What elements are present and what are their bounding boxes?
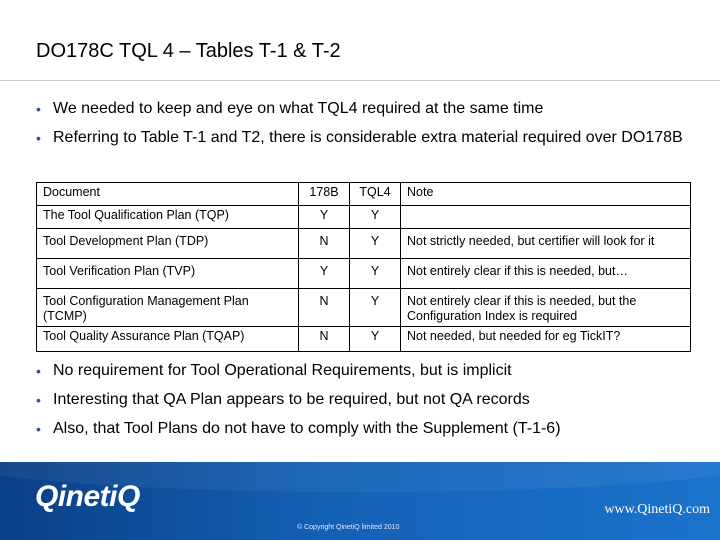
bullet-text: No requirement for Tool Operational Requirements, but is implicit bbox=[53, 362, 512, 379]
cell-tql4: Y bbox=[350, 289, 401, 327]
copyright-text: © Copyright QinetiQ limited 2010 bbox=[297, 524, 400, 531]
cell-178b: Y bbox=[299, 259, 350, 289]
cell-178b: Y bbox=[299, 206, 350, 229]
table-row bbox=[37, 229, 691, 259]
bullet-text: Also, that Tool Plans do not have to comply with the Supplement (T-1-6) bbox=[53, 420, 561, 437]
bullet-text: Interesting that QA Plan appears to be required, but not QA records bbox=[53, 391, 530, 408]
bullet-text: Referring to Table T-1 and T2, there is considerable extra material required over DO178B bbox=[53, 129, 683, 146]
cell-note bbox=[401, 206, 691, 229]
table-row bbox=[37, 289, 691, 327]
bullet-text: We needed to keep and eye on what TQL4 required at the same time bbox=[53, 100, 544, 117]
top-bullet-list bbox=[36, 100, 696, 158]
cell-178b: N bbox=[299, 229, 350, 259]
cell-note: Not entirely clear if this is needed, but the Configuration Index is required bbox=[401, 289, 691, 327]
cell-tql4: Y bbox=[350, 206, 401, 229]
cell-note: Not needed, but needed for eg TickIT? bbox=[401, 327, 691, 352]
qinetiq-logo: QinetiQ bbox=[35, 480, 140, 513]
cell-document: Tool Verification Plan (TVP) bbox=[37, 259, 299, 289]
bullet-item bbox=[36, 100, 696, 118]
cell-178b: N bbox=[299, 327, 350, 352]
cell-document: Tool Configuration Management Plan (TCMP) bbox=[37, 289, 299, 327]
header-178b: 178B bbox=[299, 183, 350, 206]
header-document: Document bbox=[37, 183, 299, 206]
header-note: Note bbox=[401, 183, 691, 206]
table-row bbox=[37, 327, 691, 352]
table-header-row bbox=[37, 183, 691, 206]
cell-note: Not strictly needed, but certifier will look for it bbox=[401, 229, 691, 259]
slide-title: DO178C TQL 4 – Tables T-1 & T-2 bbox=[36, 40, 341, 62]
bullet-icon: • bbox=[36, 130, 41, 146]
title-divider bbox=[0, 80, 720, 81]
bullet-icon: • bbox=[36, 392, 41, 408]
cell-tql4: Y bbox=[350, 259, 401, 289]
footer-band bbox=[0, 462, 720, 540]
header-tql4: TQL4 bbox=[350, 183, 401, 206]
cell-document: Tool Development Plan (TDP) bbox=[37, 229, 299, 259]
tool-qualification-table bbox=[36, 182, 691, 352]
bullet-item bbox=[36, 391, 696, 409]
cell-178b: N bbox=[299, 289, 350, 327]
website-link[interactable]: www.QinetiQ.com bbox=[604, 502, 710, 517]
cell-note: Not entirely clear if this is needed, but… bbox=[401, 259, 691, 289]
cell-document: The Tool Qualification Plan (TQP) bbox=[37, 206, 299, 229]
bullet-icon: • bbox=[36, 101, 41, 117]
cell-tql4: Y bbox=[350, 327, 401, 352]
table-row bbox=[37, 206, 691, 229]
table-row bbox=[37, 259, 691, 289]
cell-tql4: Y bbox=[350, 229, 401, 259]
bullet-icon: • bbox=[36, 421, 41, 437]
bullet-item bbox=[36, 129, 696, 147]
bullet-icon: • bbox=[36, 363, 41, 379]
cell-document: Tool Quality Assurance Plan (TQAP) bbox=[37, 327, 299, 352]
bullet-item bbox=[36, 362, 696, 380]
